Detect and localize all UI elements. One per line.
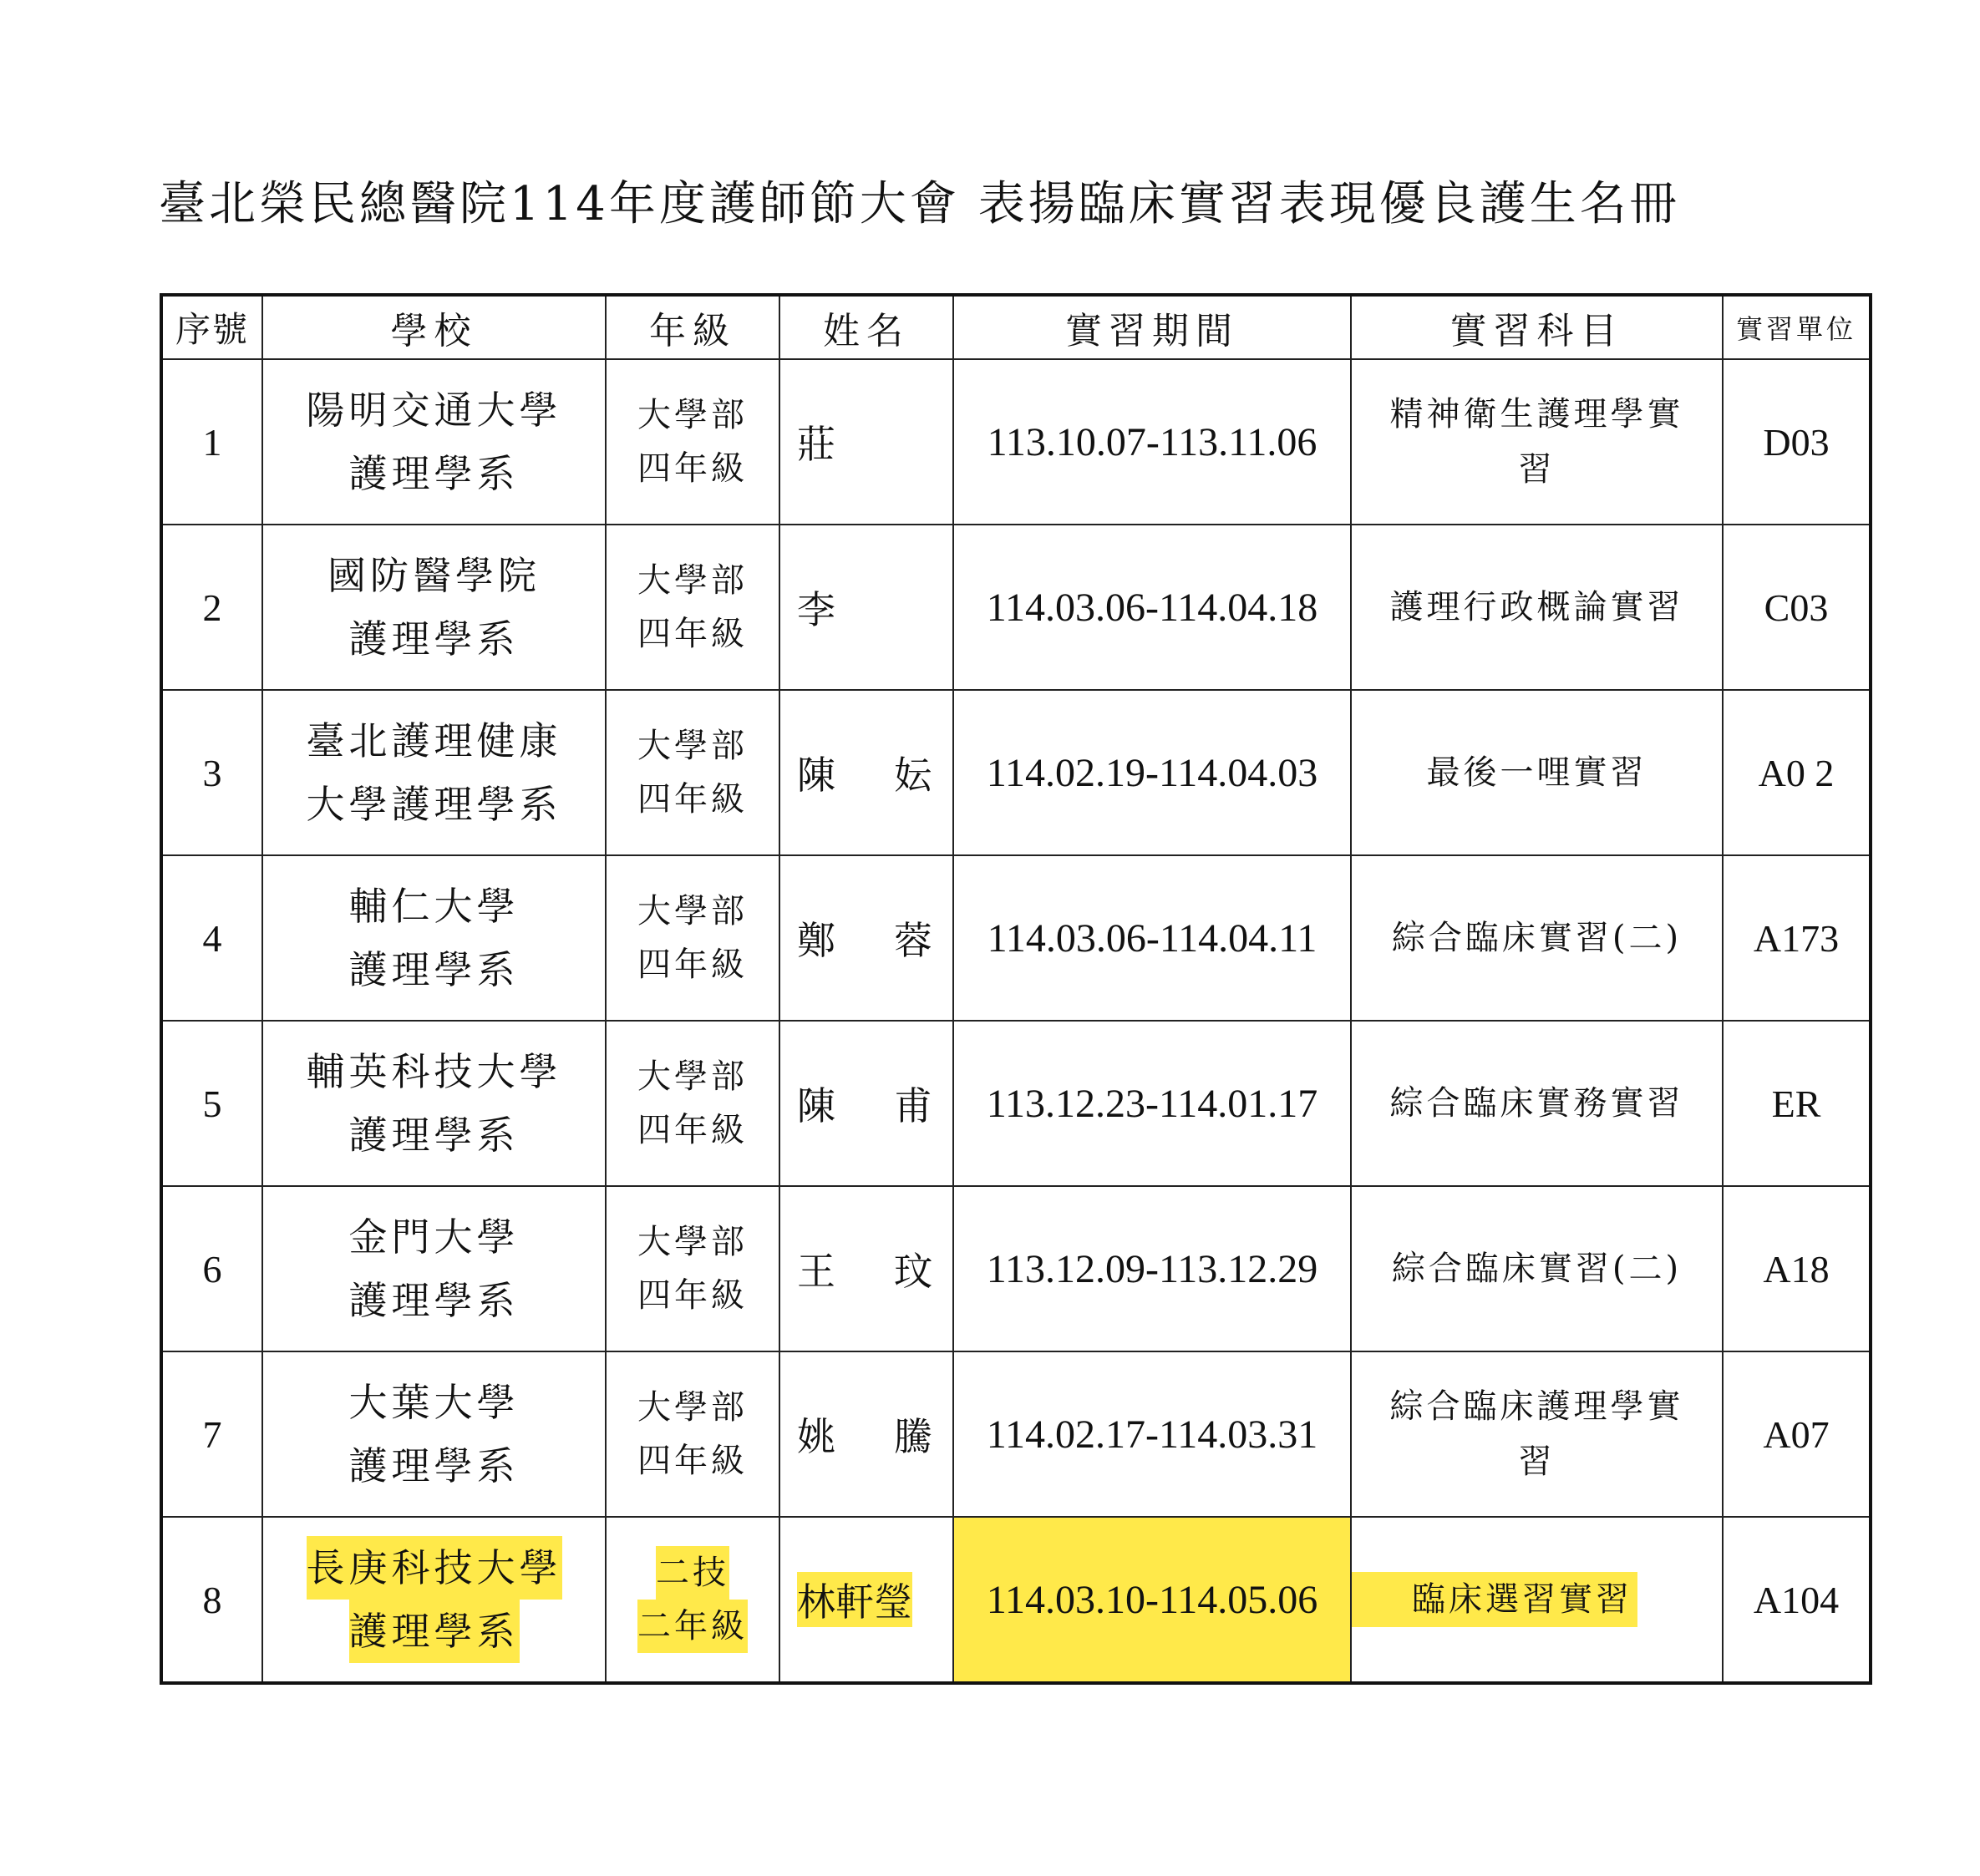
student-name: 林軒瑩 <box>797 1572 912 1627</box>
header-unit: 實習單位 <box>1723 295 1871 359</box>
internship-period-cell <box>953 525 1351 690</box>
school-name-line1: 輔仁大學 <box>348 884 520 929</box>
roster-table <box>160 293 1872 1685</box>
table-row <box>161 1351 1871 1517</box>
course-line1: 綜合臨床實務實習 <box>1389 1084 1684 1123</box>
table-row <box>161 525 1871 690</box>
course-line1: 臨床選習實習 <box>1352 1572 1637 1627</box>
internship-period: 114.02.19-114.04.03 <box>986 750 1318 795</box>
unit-cell <box>1723 855 1871 1021</box>
grade-cell <box>606 1021 779 1186</box>
school-name-line2: 護理學系 <box>348 1113 520 1158</box>
course-cell <box>1351 359 1723 525</box>
course-cell <box>1351 1351 1723 1517</box>
internship-unit: ER <box>1771 1082 1821 1125</box>
school-name-line1: 長庚科技大學 <box>307 1536 562 1600</box>
internship-unit: C03 <box>1764 586 1829 629</box>
student-name-cell <box>779 359 953 525</box>
school-name-line1: 國防醫學院 <box>327 553 541 598</box>
row-index-cell <box>161 1351 262 1517</box>
course-cell <box>1351 690 1723 855</box>
student-name-part1: 姚 <box>797 1414 835 1459</box>
grade-cell <box>606 855 779 1021</box>
row-index-cell <box>161 1186 262 1351</box>
row-index-cell <box>161 359 262 525</box>
row-index: 3 <box>202 751 222 794</box>
row-index: 6 <box>202 1247 222 1290</box>
school-cell <box>262 690 606 855</box>
school-name-line1: 輔英科技大學 <box>306 1049 562 1094</box>
student-name-part1: 王 <box>797 1249 835 1294</box>
grade-line2: 二年級 <box>637 1600 748 1653</box>
grade-line1: 大學部 <box>637 561 748 600</box>
grade-cell <box>606 1351 779 1517</box>
internship-period: 113.10.07-113.11.06 <box>987 419 1317 464</box>
student-name-cell <box>779 855 953 1021</box>
student-name-part2: 蓉 <box>894 918 932 963</box>
internship-unit: A18 <box>1763 1247 1830 1290</box>
row-index: 1 <box>202 420 222 464</box>
internship-unit: A07 <box>1763 1412 1830 1456</box>
school-cell <box>262 359 606 525</box>
row-index-cell <box>161 525 262 690</box>
course-line1: 精神衛生護理學實 <box>1389 395 1684 434</box>
student-name-cell <box>779 1186 953 1351</box>
school-cell <box>262 525 606 690</box>
unit-cell <box>1723 1351 1871 1517</box>
student-name-part1: 鄭 <box>797 918 835 963</box>
header-name: 姓名 <box>779 295 953 359</box>
unit-cell <box>1723 525 1871 690</box>
course-line1: 綜合臨床實習(二) <box>1391 919 1683 957</box>
student-name-part1: 莊 <box>797 422 835 467</box>
row-index: 4 <box>202 916 222 960</box>
header-school: 學校 <box>262 295 606 359</box>
grade-cell <box>606 1517 779 1683</box>
table-row <box>161 1517 1871 1683</box>
school-name-line2: 護理學系 <box>348 451 520 496</box>
school-cell <box>262 1351 606 1517</box>
grade-line2: 四年級 <box>637 449 748 488</box>
unit-cell <box>1723 1517 1871 1683</box>
internship-period-cell <box>953 1351 1351 1517</box>
table-row <box>161 1021 1871 1186</box>
grade-cell <box>606 690 779 855</box>
grade-line2: 四年級 <box>637 1276 748 1315</box>
internship-period: 114.03.10-114.05.06 <box>986 1577 1318 1622</box>
grade-line1: 大學部 <box>637 1057 748 1096</box>
internship-period-cell <box>953 855 1351 1021</box>
grade-line1: 大學部 <box>637 892 748 930</box>
school-cell <box>262 1186 606 1351</box>
table-row <box>161 855 1871 1021</box>
internship-period: 113.12.23-114.01.17 <box>986 1081 1318 1126</box>
student-name-part1: 李 <box>797 587 835 632</box>
internship-period-cell <box>953 1021 1351 1186</box>
grade-cell <box>606 1186 779 1351</box>
student-name-part2: 玟 <box>894 1249 932 1294</box>
internship-unit: D03 <box>1763 420 1830 464</box>
course-line1: 護理行政概論實習 <box>1389 588 1684 626</box>
row-index-cell <box>161 855 262 1021</box>
grade-line2: 四年級 <box>637 1442 748 1480</box>
internship-period-cell <box>953 1517 1351 1683</box>
school-name-line2: 護理學系 <box>348 1278 520 1323</box>
course-line1: 綜合臨床實習(二) <box>1391 1250 1683 1288</box>
header-course: 實習科目 <box>1351 295 1723 359</box>
table-row <box>161 690 1871 855</box>
school-name-line2: 護理學系 <box>348 616 520 662</box>
student-name-part1: 陳 <box>797 1083 835 1128</box>
course-cell <box>1351 1186 1723 1351</box>
page-title: 臺北榮民總醫院114年度護師節大會 表揚臨床實習表現優良護生名冊 <box>159 177 1680 231</box>
unit-cell <box>1723 1186 1871 1351</box>
internship-unit: A0 2 <box>1758 751 1835 794</box>
internship-period: 113.12.09-113.12.29 <box>986 1246 1318 1291</box>
grade-line1: 大學部 <box>637 727 748 765</box>
student-name-part2: 甫 <box>894 1083 932 1128</box>
header-row <box>161 295 1871 359</box>
unit-cell <box>1723 359 1871 525</box>
student-name-part2: 妘 <box>894 753 932 798</box>
grade-line1: 大學部 <box>637 396 748 434</box>
table-row <box>161 359 1871 525</box>
grade-cell <box>606 359 779 525</box>
row-index-cell <box>161 690 262 855</box>
grade-cell <box>606 525 779 690</box>
grade-line2: 四年級 <box>637 946 748 984</box>
header-period: 實習期間 <box>953 295 1351 359</box>
row-index-cell <box>161 1517 262 1683</box>
school-cell <box>262 1021 606 1186</box>
student-name-cell <box>779 525 953 690</box>
internship-period: 114.02.17-114.03.31 <box>986 1412 1318 1457</box>
internship-period-cell <box>953 1186 1351 1351</box>
row-index: 2 <box>202 586 222 629</box>
school-name-line1: 金門大學 <box>348 1214 520 1260</box>
table-row <box>161 1186 1871 1351</box>
header-index: 序號 <box>161 295 262 359</box>
grade-line2: 四年級 <box>637 615 748 653</box>
row-index: 5 <box>202 1082 222 1125</box>
header-grade: 年級 <box>606 295 779 359</box>
grade-line1: 大學部 <box>637 1223 748 1261</box>
internship-period: 114.03.06-114.04.11 <box>987 915 1317 961</box>
course-line1: 最後一哩實習 <box>1426 753 1647 792</box>
unit-cell <box>1723 1021 1871 1186</box>
internship-period-cell <box>953 359 1351 525</box>
school-name-line2: 護理學系 <box>349 1600 520 1663</box>
student-name-cell <box>779 1351 953 1517</box>
internship-unit: A173 <box>1753 916 1840 960</box>
course-cell <box>1351 1021 1723 1186</box>
student-name-part2: 騰 <box>894 1414 932 1459</box>
unit-cell <box>1723 690 1871 855</box>
internship-period: 114.03.06-114.04.18 <box>986 585 1318 630</box>
school-cell <box>262 855 606 1021</box>
school-name-line1: 大葉大學 <box>348 1380 520 1425</box>
course-line2: 習 <box>1518 450 1556 489</box>
grade-line1: 大學部 <box>637 1388 748 1427</box>
table-body <box>161 359 1871 1683</box>
school-cell <box>262 1517 606 1683</box>
school-name-line2: 大學護理學系 <box>306 782 562 827</box>
course-cell <box>1351 525 1723 690</box>
grade-line1: 二技 <box>656 1546 729 1600</box>
school-name-line2: 護理學系 <box>348 1443 520 1488</box>
row-index-cell <box>161 1021 262 1186</box>
row-index: 8 <box>202 1578 222 1621</box>
row-index: 7 <box>202 1412 222 1456</box>
grade-line2: 四年級 <box>637 780 748 819</box>
internship-period-cell <box>953 690 1351 855</box>
student-name-cell <box>779 690 953 855</box>
school-name-line1: 臺北護理健康 <box>306 718 562 763</box>
school-name-line2: 護理學系 <box>348 947 520 992</box>
student-name-part1: 陳 <box>797 753 835 798</box>
internship-unit: A104 <box>1753 1578 1840 1621</box>
school-name-line1: 陽明交通大學 <box>306 388 562 433</box>
student-name-cell <box>779 1021 953 1186</box>
student-name-cell <box>779 1517 953 1683</box>
course-cell <box>1351 1517 1723 1683</box>
grade-line2: 四年級 <box>637 1111 748 1149</box>
course-line1: 綜合臨床護理學實 <box>1389 1387 1684 1426</box>
course-line2: 習 <box>1518 1442 1556 1481</box>
course-cell <box>1351 855 1723 1021</box>
